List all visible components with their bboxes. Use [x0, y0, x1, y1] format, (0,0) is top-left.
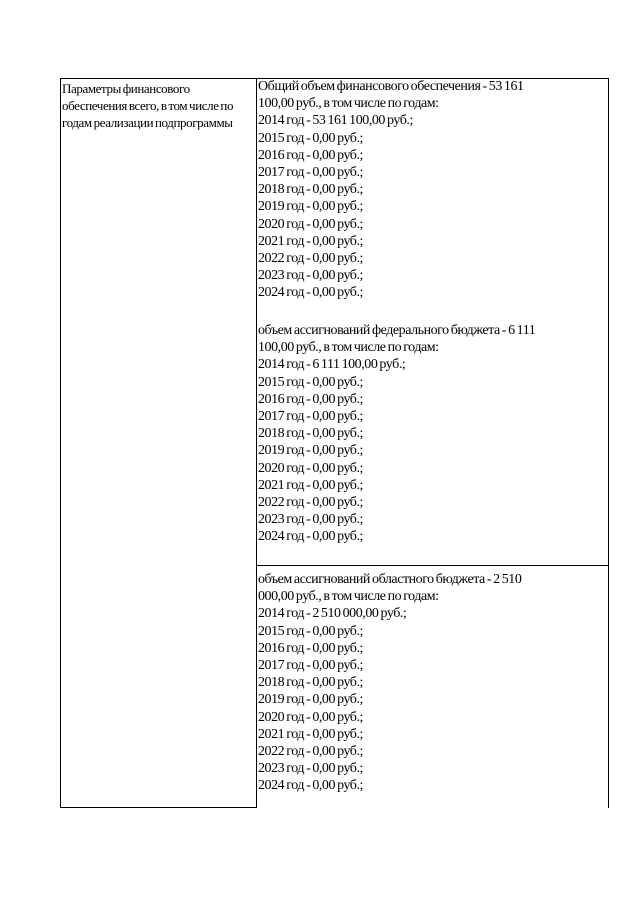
regional-year-row: 2020 год - 0,00 руб.; [258, 709, 363, 725]
total-year-row: 2016 год - 0,00 руб.; [258, 147, 363, 163]
federal-year-row: 2017 год - 0,00 руб.; [258, 409, 363, 425]
total-year-row: 2023 год - 0,00 руб.; [258, 268, 363, 284]
column-divider [256, 78, 257, 808]
table-left-border [60, 78, 61, 808]
total-year-row: 2018 год - 0,00 руб.; [258, 182, 363, 198]
total-year-row: 2017 год - 0,00 руб.; [258, 165, 363, 181]
regional-year-row: 2019 год - 0,00 руб.; [258, 692, 363, 708]
regional-year-row: 2015 год - 0,00 руб.; [258, 623, 363, 639]
federal-year-row: 2015 год - 0,00 руб.; [258, 374, 363, 390]
federal-year-row: 2021 год - 0,00 руб.; [258, 477, 363, 493]
regional-year-row: 2014 год - 2 510 000,00 руб.; [258, 606, 407, 622]
table-right-border [608, 78, 609, 808]
total-year-row: 2015 год - 0,00 руб.; [258, 130, 363, 146]
total-heading-line-2: 100,00 руб., в том числе по годам: [258, 96, 439, 112]
federal-year-row: 2016 год - 0,00 руб.; [258, 391, 363, 407]
regional-heading-line-1: объем ассигнований областного бюджета - 2 510 [258, 572, 522, 587]
regional-year-row: 2018 год - 0,00 руб.; [258, 675, 363, 691]
total-year-row: 2020 год - 0,00 руб.; [258, 216, 363, 232]
federal-budget-block [258, 322, 608, 546]
federal-year-row: 2018 год - 0,00 руб.; [258, 426, 363, 442]
federal-heading-line-1: объем ассигнований федерального бюджета - 6 111 [258, 323, 536, 338]
left-cell-bottom-border [60, 807, 257, 808]
total-year-row: 2014 год - 53 161 100,00 руб.; [258, 113, 413, 129]
total-year-row: 2021 год - 0,00 руб.; [258, 233, 363, 249]
federal-year-row: 2014 год - 6 111 100,00 руб.; [258, 357, 406, 373]
federal-year-row: 2023 год - 0,00 руб.; [258, 512, 363, 528]
federal-year-row: 2019 год - 0,00 руб.; [258, 443, 363, 459]
federal-year-row: 2020 год - 0,00 руб.; [258, 460, 363, 476]
regional-year-row: 2021 год - 0,00 руб.; [258, 726, 363, 742]
regional-heading-line-2: 000,00 руб., в том числе по годам: [258, 589, 439, 605]
parameters-label: Параметры финансового обеспечения всего, в том числе по годам реализации подпрограммы [62, 81, 234, 131]
regional-budget-block [258, 571, 608, 795]
federal-heading-line-2: 100,00 руб., в том числе по годам: [258, 340, 439, 356]
federal-year-row: 2024 год - 0,00 руб.; [258, 529, 363, 545]
regional-year-row: 2022 год - 0,00 руб.; [258, 744, 363, 760]
row-divider [256, 565, 609, 566]
total-year-row: 2019 год - 0,00 руб.; [258, 199, 363, 215]
regional-year-row: 2023 год - 0,00 руб.; [258, 761, 363, 777]
regional-year-row: 2016 год - 0,00 руб.; [258, 640, 363, 656]
regional-year-row: 2024 год - 0,00 руб.; [258, 778, 363, 794]
total-heading-line-1: Общий объем финансового обеспечения - 53 161 [258, 79, 524, 94]
total-year-row: 2024 год - 0,00 руб.; [258, 285, 363, 301]
total-financing-block [258, 78, 608, 302]
regional-year-row: 2017 год - 0,00 руб.; [258, 658, 363, 674]
federal-year-row: 2022 год - 0,00 руб.; [258, 495, 363, 511]
total-year-row: 2022 год - 0,00 руб.; [258, 251, 363, 267]
